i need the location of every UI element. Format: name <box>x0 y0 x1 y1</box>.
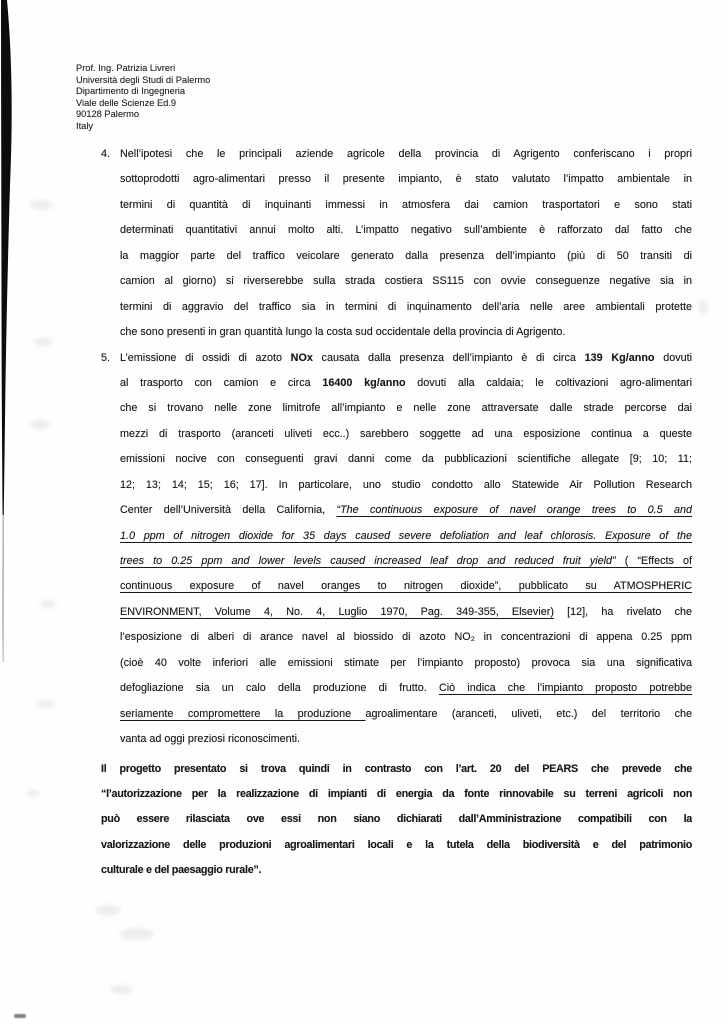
text-line <box>120 727 692 752</box>
text-line <box>120 244 692 269</box>
text-segment: termini di quantità di inquinanti immessi in atmosfera dai camion trasportatori e sono stati <box>120 198 692 211</box>
scan-smudge <box>36 700 54 708</box>
text-line <box>120 625 692 650</box>
text-line <box>101 807 692 832</box>
text-segment: agroalimentare (aranceti, uliveti, etc.) del territorio che <box>365 707 692 720</box>
text-segment: 16400 kg/anno <box>322 376 406 389</box>
text-line <box>120 676 692 701</box>
text-segment: [12], ha rivelato che <box>553 605 692 618</box>
text-segment: che sono presenti in gran quantità lungo la costa sud occidentale della provincia di Agrigento. <box>120 326 566 339</box>
text-line <box>120 524 692 549</box>
sender-department: Dipartimento di Ingegneria <box>76 86 186 96</box>
text-segment: può essere rilasciata ove essi non siano dichiarati dall’Amministrazione compatibili con la <box>101 813 692 826</box>
text-line <box>120 167 692 192</box>
text-line <box>101 858 692 883</box>
text-segment: “l’autorizzazione per la realizzazione di impianti di energia da fonte rinnovabile su terreni agricoli non <box>101 787 692 800</box>
scan-smudge <box>30 420 50 429</box>
text-segment: vanta ad oggi preziosi riconoscimenti. <box>120 733 301 746</box>
sender-street: Viale delle Scienze Ed.9 <box>76 97 177 108</box>
scan-smudge <box>40 600 56 608</box>
text-line <box>120 549 692 574</box>
list-item-5 <box>101 346 692 753</box>
scan-smudge <box>34 338 52 346</box>
text-segment: trees to 0.25 ppm and lower levels caused increased leaf drop and reduced fruit yield” <box>120 555 616 567</box>
text-segment: Il progetto presentato si trova quindi in contrasto con l’art. 20 del PEARS che prevede che <box>101 762 692 775</box>
text-segment: mezzi di trasporto (aranceti uliveti ecc..) sarebbero soggette ad una esposizione continua a queste <box>120 427 692 440</box>
text-line <box>120 651 692 676</box>
text-segment: 139 Kg/anno <box>584 351 655 364</box>
list-number: 5. <box>101 351 111 364</box>
closing-paragraph <box>101 757 692 884</box>
text-segment: che si trovano nelle zone limitrofe all’impianto e nelle zone attraversate dalle strade percorse dai <box>120 402 692 415</box>
scan-smudge <box>26 790 40 797</box>
text-segment: la maggior parte del traffico veicolare generato dalla presenza dell’impianto (più di 50 transiti di <box>120 249 692 262</box>
text-segment: Nell’ipotesi che le principali aziende agricole della provincia di Agrigento conferiscano i propri <box>120 148 692 160</box>
text-line <box>120 218 692 243</box>
scan-smudge <box>30 200 52 210</box>
text-segment: ( “Effects of <box>615 555 692 567</box>
scan-smudge <box>120 928 154 940</box>
text-segment: L’emissione di ossidi di azoto <box>120 351 291 364</box>
text-segment: 1.0 ppm of nitrogen dioxide for 35 days caused severe defoliation and leaf chlorosis. Exposure of the <box>120 529 692 542</box>
text-segment: continuous exposure of navel oranges to nitrogen dioxide”, pubblicato su ATMOSPHERIC <box>120 580 692 593</box>
sender-city: 90128 Palermo <box>76 109 140 119</box>
text-segment: valorizzazione delle produzioni agroalimentari locali e la tutela della biodiversità e del patrimonio <box>101 838 692 851</box>
text-segment: dovuti alla caldaia; le coltivazioni agro-alimentari <box>405 376 692 389</box>
sender-address-block <box>76 63 210 132</box>
text-segment: termini di aggravio del traffico sia in termini di inquinamento dell’aria nelle aree ambientali protette <box>120 300 692 313</box>
text-line <box>120 422 692 447</box>
document-body <box>101 142 692 884</box>
scan-smudge <box>95 905 121 915</box>
sender-name: Prof. Ing. Patrizia Livreri <box>76 63 176 73</box>
text-line <box>120 473 692 498</box>
text-line <box>120 346 692 371</box>
text-segment: defogliazione sia un calo della produzione di frutto. <box>120 682 439 695</box>
text-line <box>120 142 692 167</box>
sender-country: Italy <box>76 120 94 131</box>
text-line <box>120 574 692 599</box>
text-line <box>120 702 692 727</box>
sender-university: Università degli Studi di Palermo <box>76 74 211 85</box>
text-line <box>120 193 692 218</box>
text-segment: causata dalla presenza dell’impianto è di circa <box>312 351 585 364</box>
text-segment: “The continuous exposure of navel orange trees to 0.5 and <box>336 504 692 517</box>
text-segment: 12; 13; 14; 15; 16; 17]. In particolare, uno studio condotto allo Statewide Air Pollution Research <box>120 478 692 491</box>
scan-smudge <box>698 300 708 314</box>
text-segment: al trasporto con camion e circa <box>120 376 323 389</box>
text-segment: determinati quantitativi annui molto alti. L’impatto negativo sull’ambiente è rafforzato dal fatto che <box>120 224 692 237</box>
text-segment: seriamente compromettere la produzione <box>120 707 366 720</box>
text-line <box>101 833 692 858</box>
list-item-4 <box>101 142 692 346</box>
text-segment: (cioè 40 volte inferiori alle emissioni stimate per l’impianto proposto) provoca sia una significativa <box>120 656 692 669</box>
text-segment: Center dell’Università della California, <box>120 504 337 517</box>
list-number: 4. <box>101 148 111 160</box>
text-line <box>120 371 692 396</box>
text-line <box>101 757 692 782</box>
text-segment: emissioni nocive con conseguenti gravi danni come da pubblicazioni scientifiche allegate [9; 10; 11; <box>120 453 692 466</box>
text-segment: dovuti <box>654 351 692 364</box>
text-segment: culturale e del paesaggio rurale”. <box>101 864 262 877</box>
text-line <box>101 782 692 807</box>
text-segment: Ciò indica che l’impianto proposto potrebbe <box>438 682 692 695</box>
scan-smudge <box>110 985 132 994</box>
text-segment: l’esposizione di alberi di arance navel al biossido di azoto NO₂ in concentrazioni di appena 0.25 ppm <box>120 631 692 644</box>
text-segment: ENVIRONMENT, Volume 4, No. 4, Luglio 1970, Pag. 349-355, Elsevier) <box>120 605 554 618</box>
text-line <box>120 295 692 320</box>
scan-edge-mark <box>0 0 20 680</box>
text-line <box>120 269 692 294</box>
text-line <box>120 320 692 345</box>
text-segment: NOx <box>290 351 313 364</box>
text-line <box>120 396 692 421</box>
text-segment: sottoprodotti agro-alimentari presso il presente impianto, è stato valutato l’impatto ambientale in <box>120 173 692 186</box>
text-line <box>120 447 692 472</box>
text-line <box>120 600 692 625</box>
scan-smudge <box>14 1014 26 1018</box>
text-line <box>120 498 692 523</box>
text-segment: camion al giorno) si riverserebbe sulla strada costiera SS115 con ovvie conseguenze negative sia in <box>120 275 692 288</box>
